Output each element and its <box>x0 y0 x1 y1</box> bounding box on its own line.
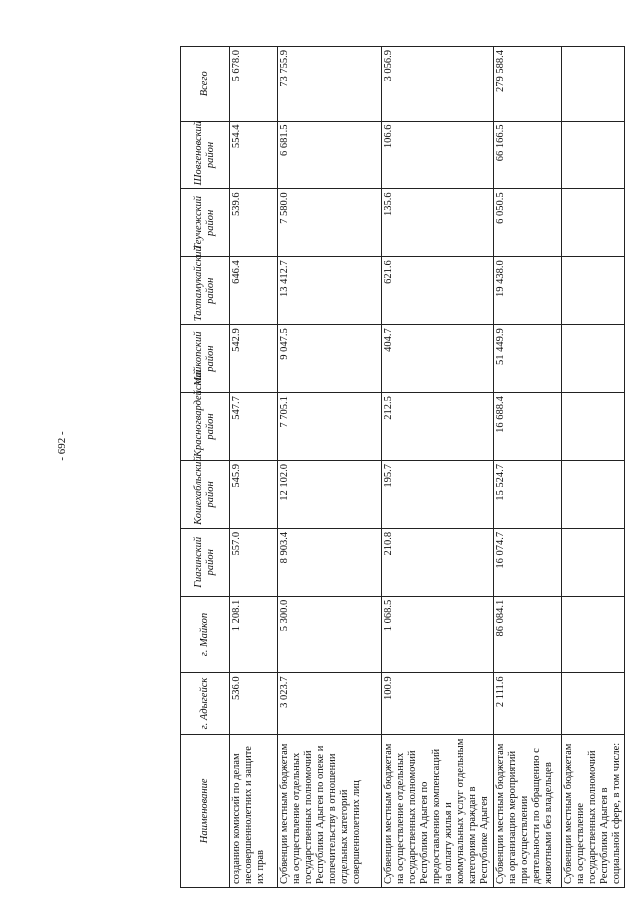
header-cell-maykopsky: Майкопский район <box>181 325 230 393</box>
value-cell: 7 580.0 <box>278 189 382 257</box>
value-cell: 621.6 <box>382 257 494 325</box>
value-cell <box>562 325 625 393</box>
row-name-cell: Субвенции местным бюджетам на осуществление государственных полномочий Республики Адыгея в социальной сфере, в том числе: <box>562 734 625 887</box>
row-name-cell: Субвенции местным бюджетам на осуществление отдельных государственных полномочий Республики Адыгея по предоставлению компенсаций на оплату жилья и коммунальных услуг отдельным категориям граждан в Республике Адыгея <box>382 734 494 887</box>
value-cell: 8 903.4 <box>278 528 382 596</box>
value-cell <box>562 528 625 596</box>
value-cell: 5 300.0 <box>278 596 382 673</box>
header-cell-takhtamukaysky: Тахтамукайский район <box>181 257 230 325</box>
value-cell: 106.6 <box>382 121 494 189</box>
value-cell: 6 681.5 <box>278 121 382 189</box>
value-cell: 212.5 <box>382 393 494 461</box>
value-cell: 1 208.1 <box>230 596 278 673</box>
rotated-table-area <box>180 46 622 888</box>
table-row <box>382 47 494 888</box>
value-cell: 542.9 <box>230 325 278 393</box>
header-row <box>181 47 230 888</box>
value-cell: 5 678.0 <box>230 47 278 122</box>
value-cell <box>562 47 625 122</box>
header-cell-teuchezhsky: Теучежский район <box>181 189 230 257</box>
value-cell: 135.6 <box>382 189 494 257</box>
row-name-cell: Субвенции местным бюджетам на организацию мероприятий при осуществлении деятельности по обращению с животными без владельцев <box>494 734 562 887</box>
value-cell: 73 755.9 <box>278 47 382 122</box>
header-cell-name: Наименование <box>181 734 230 887</box>
value-cell <box>562 460 625 528</box>
value-cell: 13 412.7 <box>278 257 382 325</box>
value-cell: 539.6 <box>230 189 278 257</box>
value-cell: 404.7 <box>382 325 494 393</box>
header-cell-adygeysk: г. Адыгейск <box>181 673 230 734</box>
table-row <box>494 47 562 888</box>
value-cell: 15 524.7 <box>494 460 562 528</box>
value-cell <box>562 596 625 673</box>
value-cell <box>562 257 625 325</box>
value-cell: 51 449.9 <box>494 325 562 393</box>
value-cell <box>562 673 625 734</box>
value-cell: 16 074.7 <box>494 528 562 596</box>
header-cell-krasnogvardeysky: Красногвардейский район <box>181 393 230 461</box>
value-cell: 536.0 <box>230 673 278 734</box>
value-cell: 557.0 <box>230 528 278 596</box>
value-cell: 3 056.9 <box>382 47 494 122</box>
header-cell-total: Всего <box>181 47 230 122</box>
value-cell: 100.9 <box>382 673 494 734</box>
table-row <box>230 47 278 888</box>
value-cell: 1 068.5 <box>382 596 494 673</box>
page-number: - 692 - <box>56 431 68 461</box>
value-cell: 16 688.4 <box>494 393 562 461</box>
value-cell: 279 588.4 <box>494 47 562 122</box>
value-cell: 9 047.5 <box>278 325 382 393</box>
row-name-cell: созданию комиссий по делам несовершеннолетних и защите их прав <box>230 734 278 887</box>
value-cell: 12 102.0 <box>278 460 382 528</box>
table-row <box>562 47 625 888</box>
value-cell: 545.9 <box>230 460 278 528</box>
header-cell-maykop-city: г. Майкоп <box>181 596 230 673</box>
value-cell <box>562 393 625 461</box>
value-cell <box>562 189 625 257</box>
value-cell: 646.4 <box>230 257 278 325</box>
row-name-cell: Субвенции местным бюджетам на осуществление отдельных государственных полномочий Республики Адыгея по опеке и попечительству в отношении отдельных категорий совершеннолетних лиц <box>278 734 382 887</box>
value-cell <box>562 121 625 189</box>
value-cell: 2 111.6 <box>494 673 562 734</box>
value-cell: 3 023.7 <box>278 673 382 734</box>
table-rotation-wrapper <box>180 46 622 888</box>
header-cell-shovgenovsky: Шовгеновский район <box>181 121 230 189</box>
value-cell: 7 705.1 <box>278 393 382 461</box>
value-cell: 554.4 <box>230 121 278 189</box>
value-cell: 6 050.5 <box>494 189 562 257</box>
subventions-table <box>180 46 625 888</box>
value-cell: 210.8 <box>382 528 494 596</box>
value-cell: 66 166.5 <box>494 121 562 189</box>
table-row <box>278 47 382 888</box>
value-cell: 19 438.0 <box>494 257 562 325</box>
value-cell: 195.7 <box>382 460 494 528</box>
header-cell-giaginsky: Гиагинский район <box>181 528 230 596</box>
header-cell-koshekhablsky: Кошехабльский район <box>181 460 230 528</box>
value-cell: 86 084.1 <box>494 596 562 673</box>
value-cell: 547.7 <box>230 393 278 461</box>
